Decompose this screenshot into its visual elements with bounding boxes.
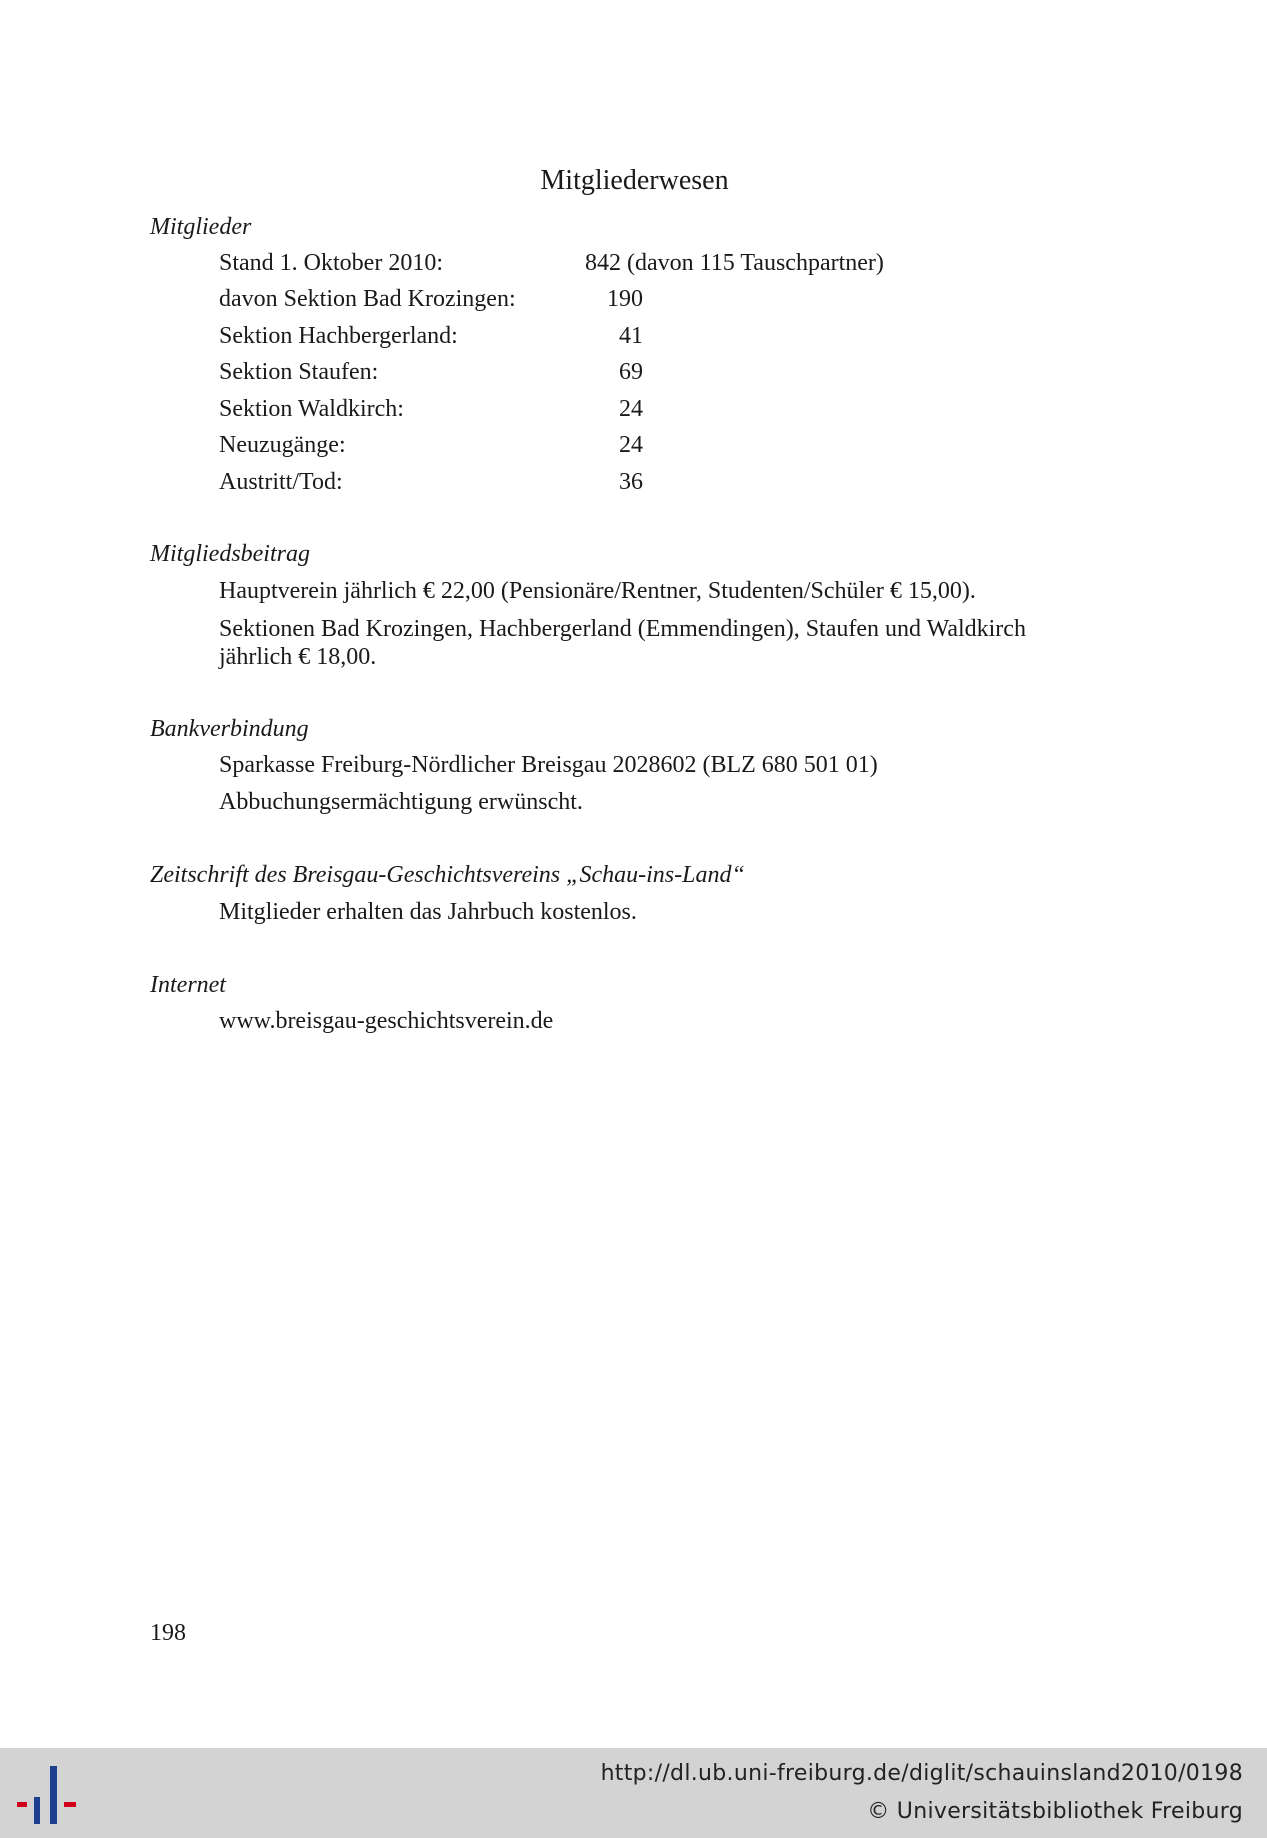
- bank-debit-line: Abbuchungsermächtigung erwünscht.: [219, 789, 583, 815]
- member-row: [219, 250, 884, 277]
- section-heading-internet: Internet: [150, 972, 226, 998]
- member-row-label: Sektion Staufen:: [219, 359, 379, 385]
- copyright-text: © Universitätsbibliothek Freiburg: [867, 1799, 1243, 1824]
- source-url-link[interactable]: http://dl.ub.uni-freiburg.de/diglit/schauinsland2010/0198: [600, 1761, 1243, 1786]
- member-row: [219, 432, 643, 459]
- member-row-value: 41: [619, 323, 643, 349]
- member-row-value: 842 (davon 115 Tauschpartner): [585, 250, 884, 276]
- member-row-label: Neuzugänge:: [219, 432, 346, 458]
- website-link[interactable]: www.breisgau-geschichtsverein.de: [219, 1008, 554, 1034]
- member-row-value: 36: [619, 469, 643, 495]
- bank-account-line: Sparkasse Freiburg-Nördlicher Breisgau 2028602 (BLZ 680 501 01): [219, 752, 878, 778]
- fee-line-main: Hauptverein jährlich € 22,00 (Pensionäre/Rentner, Studenten/Schüler € 15,00).: [219, 578, 976, 604]
- member-row: [219, 396, 643, 423]
- section-heading-mitgliedsbeitrag: Mitgliedsbeitrag: [150, 541, 310, 567]
- page-title: Mitgliederwesen: [540, 165, 729, 196]
- member-row-label: Stand 1. Oktober 2010:: [219, 250, 443, 276]
- library-logo-icon: [15, 1762, 85, 1832]
- member-row: [219, 469, 643, 496]
- fee-line-sections: Sektionen Bad Krozingen, Hachbergerland (Emmendingen), Staufen und Waldkirch: [219, 616, 1026, 642]
- section-heading-bankverbindung: Bankverbindung: [150, 716, 309, 742]
- member-row-value: 69: [619, 359, 643, 385]
- member-row: [219, 323, 643, 350]
- member-row-value: 190: [607, 286, 643, 312]
- member-row: [219, 286, 643, 313]
- member-row-value: 24: [619, 432, 643, 458]
- journal-line: Mitglieder erhalten das Jahrbuch kostenlos.: [219, 899, 637, 925]
- member-row-label: Sektion Waldkirch:: [219, 396, 404, 422]
- library-footer-bar: [0, 1748, 1267, 1838]
- section-heading-zeitschrift: Zeitschrift des Breisgau-Geschichtsvereins „Schau-ins-Land“: [150, 862, 745, 888]
- member-row: [219, 359, 643, 386]
- section-heading-mitglieder: Mitglieder: [150, 214, 252, 240]
- member-row-value: 24: [619, 396, 643, 422]
- page-number: 198: [150, 1620, 186, 1646]
- member-row-label: davon Sektion Bad Krozingen:: [219, 286, 516, 312]
- member-row-label: Sektion Hachbergerland:: [219, 323, 458, 349]
- member-row-label: Austritt/Tod:: [219, 469, 343, 495]
- fee-line-sections-amount: jährlich € 18,00.: [219, 644, 377, 670]
